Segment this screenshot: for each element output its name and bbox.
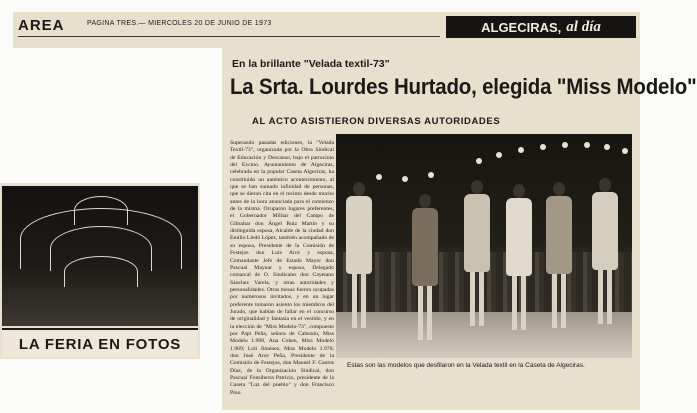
light-arch: [74, 196, 128, 225]
model-figure: [588, 178, 622, 328]
masthead-rule: [18, 36, 440, 37]
photo-caption: Estas son las modelos que desfilaron en la Velada textil en la Caseta de Algeciras.: [347, 362, 585, 369]
date-line: PAGINA TRES.— MIERCOLES 20 DE JUNIO DE 1973: [87, 20, 272, 27]
article-subhead: AL ACTO ASISTIERON DIVERSAS AUTORIDADES: [252, 116, 501, 127]
article-headline: La Srta. Lourdes Hurtado, elegida "Miss Modelo": [230, 74, 697, 99]
models-photo: [336, 134, 632, 358]
newspaper-name: AREA: [18, 17, 65, 34]
model-figure: [460, 180, 494, 330]
model-figure: [502, 184, 536, 334]
section-title: ALGECIRAS,: [481, 19, 562, 35]
feria-label: LA FERIA EN FOTOS: [2, 328, 198, 358]
model-figure: [542, 182, 576, 332]
model-figure: [408, 194, 442, 344]
model-figure: [342, 182, 376, 332]
section-title-italic: al día: [566, 18, 601, 35]
article-body: Superando pasadas ediciones, la "Velada Textil-73", organizada por la Obra Sindical de Educación y Descanso, bajo el patrocinio del Excmo. Ayuntamiento de Algeciras, celebrada en la popular Caseta Algeciras, ha constituido un auténtico acontecimiento, al que se han sumado infinidad de personas, que se dieron cita en el recinto desde mucho antes de la hora anunciada para el comienzo de la misma. Ocuparon lugares preferentes, el Gobernador Militar del Campo de Gibraltar don Ángel Ruiz Martín y su distinguida esposa, Alcalde de la ciudad don Emilio Lledó López, también acompañado de su esposa, Presidente de la Comisión de Festejos don Luis Arce y esposa, Comandante Jefe de Estado Mayor don Pascual Maynar y esposa, Delegado comarcal de O. Sindicales don Cayetano Sánchez Varela, y otras autoridades y personalidades. Otras mesas fueron ocupadas por numerosos invitados, y en un lugar preferente tomaron asiento los miembros del Jurado, que habían de fallar en el concurso de originalidad y fantasía en el vestido, y en la elección de "Miss Modelo-73", compuesto por Papi Peña, señora de Cabezón, Miss Modelo 1.968, Ana Cohen, Miss Modelo 1.969; Loli Jiménez, Miss Modelo 1.970; don José Arce Peña, Presidente de la Comisión de Festejos, don Manuel F. Cantos Díaz, de la Organización Sindical, don Pascual Fonsiberra Patricio, presidente de la Caseta "Luz del pueblo" y don Francisco Pino.: [230, 140, 334, 396]
light-arch: [64, 256, 138, 287]
section-title-box: [446, 16, 636, 38]
article-kicker: En la brillante "Velada textil-73": [232, 58, 390, 70]
feria-photo: [2, 186, 198, 326]
